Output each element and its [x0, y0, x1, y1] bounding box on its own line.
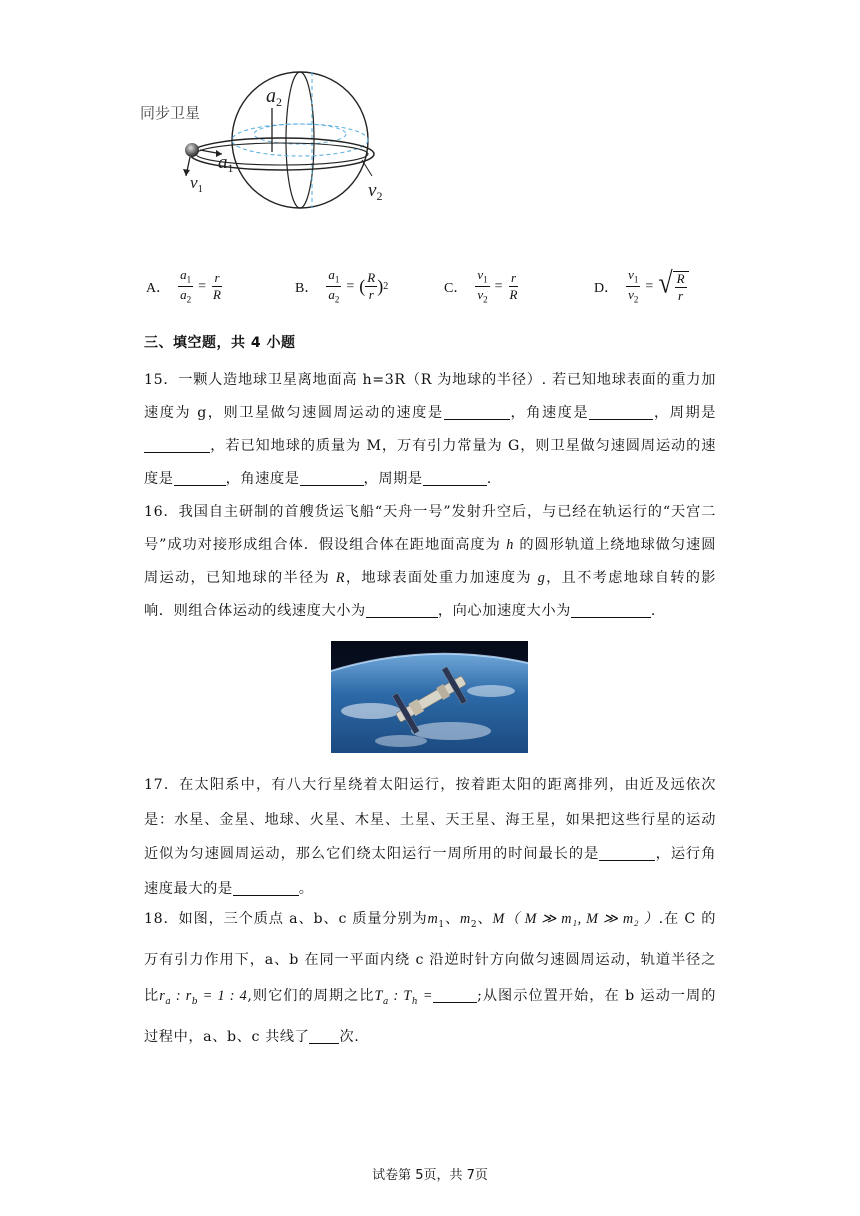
- earth-meridian: [286, 72, 314, 208]
- option-b[interactable]: B． $\frac{a_1}{a_2}$ = ( $\frac{R}{r}$ ) 2: [295, 267, 389, 306]
- question-17: 17．在太阳系中，有八大行星绕着太阳运行，按着距太阳的距离排列，由近及远依次是：水星、金星、地球、火星、木星、土星、天王星、海王星，如果把这些行星的运动近似为匀速圆周运动，那么它们绕太阳运行一周所用的时间最长的是 ，运行角速度最大的是 。: [144, 777, 716, 897]
- option-b-power: 2: [383, 281, 389, 293]
- question-18: 18．如图，三个质点 a、b、c 质量分别为$m_1$、$m_2$、M（ M ≫ m₁, M ≫ m₂ ）.在 C 的万有引力作用下，a、b 在同一平面内绕 c 沿逆时针方向做匀速圆周运动，轨道半径之比$r_a$ : $r_b = 1$ : 4,则它们的周期之比$T_a$ : $T_h$ = ;从图示位置开始，在 b 运动一周的过程中，a、b、c 共线了 次.: [144, 911, 717, 1046]
- label-a1-sub: 1: [227, 161, 234, 175]
- question-16: 16．我国自主研制的首艘货运飞船“天舟一号”发射升空后，与已经在轨运行的“天宫二号”成功对接形成组合体．假设组合体在距地面高度为 h 的圆形轨道上绕地球做匀速圆周运动，已知地球的半径为 R，地球表面处重力加速度为 g，且不考虑地球自转的影响．则组合体运动的线速度大小为 ，向心加速度大小为 .: [144, 504, 716, 619]
- earth-sphere: [232, 72, 368, 208]
- label-a1: a: [218, 152, 228, 173]
- equator-dashed: [232, 124, 368, 156]
- option-b-lhs: $\frac{a_1}{a_2}$: [328, 267, 340, 306]
- q15-blank-2[interactable]: [589, 403, 653, 420]
- svg-text:a2: [266, 85, 282, 109]
- label-v1-sub: 1: [197, 183, 204, 195]
- option-b-rhs: $\frac{R}{r}$: [367, 270, 376, 303]
- q18-blank-2[interactable]: [309, 1027, 339, 1044]
- label-a2-sub: 2: [276, 95, 282, 109]
- option-a[interactable]: A． $\frac{a_1}{a_2}$ = $\frac{r}{R}$: [146, 267, 221, 306]
- label-v2: v: [368, 180, 377, 201]
- label-sync-sat: 同步卫星: [140, 104, 201, 122]
- option-d-lhs: $\frac{v_1}{v_2}$: [628, 267, 639, 306]
- q16-blank-2[interactable]: [571, 601, 651, 618]
- option-a-rhs: $\frac{r}{R}$: [213, 270, 221, 303]
- option-a-lhs: $\frac{a_1}{a_2}$: [180, 267, 192, 306]
- option-d-letter: D．: [594, 280, 619, 296]
- q18-blank-1[interactable]: [433, 986, 477, 1003]
- svg-text:a1: [218, 152, 234, 175]
- q15-blank-3[interactable]: [144, 436, 210, 453]
- q15-blank-1[interactable]: [444, 403, 510, 420]
- option-c-rhs: $\frac{r}{R}$: [509, 270, 518, 303]
- q15-blank-4[interactable]: [174, 469, 226, 486]
- option-b-letter: B．: [295, 280, 319, 296]
- spacecraft-photo: [331, 641, 528, 753]
- answer-options: [0, 265, 860, 318]
- q16-blank-1[interactable]: [366, 601, 438, 618]
- satellite-orbit-figure: [140, 68, 420, 248]
- label-a2: a: [266, 85, 276, 107]
- satellite-ball: [185, 143, 199, 157]
- label-v1: v: [190, 173, 198, 192]
- option-c-letter: C．: [444, 280, 468, 296]
- option-d[interactable]: D． $\frac{v_1}{v_2}$ = √ $\frac{R}{r}$: [594, 268, 689, 306]
- v2-pointer: [362, 160, 372, 176]
- section-title: 三、填空题，共 4 小题: [144, 335, 296, 351]
- q15-blank-6[interactable]: [423, 469, 487, 486]
- svg-text:v2: [368, 180, 382, 203]
- option-d-sqrt: √ $\frac{R}{r}$: [658, 271, 688, 304]
- label-v2-sub: 2: [376, 189, 383, 203]
- option-a-letter: A．: [146, 280, 171, 296]
- q15-blank-5[interactable]: [300, 469, 364, 486]
- page-footer: 试卷第 5页，共 7页: [372, 1168, 488, 1183]
- option-c[interactable]: C． $\frac{v_1}{v_2}$ = $\frac{r}{R}$: [444, 267, 518, 306]
- q17-blank-2[interactable]: [233, 879, 299, 896]
- svg-text:v1: [190, 173, 203, 195]
- question-15: 15．一颗人造地球卫星离地面高 h=3R（R 为地球的半径）. 若已知地球表面的重力加速度为 g，则卫星做匀速圆周运动的速度是 ，角速度是 ，周期是，若已知地球的质量为 M，万有引力常量为 G，则卫星做匀速圆周运动的速度是 ，角速度是 ，周期是 .: [144, 372, 716, 487]
- q17-blank-1[interactable]: [599, 844, 655, 861]
- option-c-lhs: $\frac{v_1}{v_2}$: [477, 267, 488, 306]
